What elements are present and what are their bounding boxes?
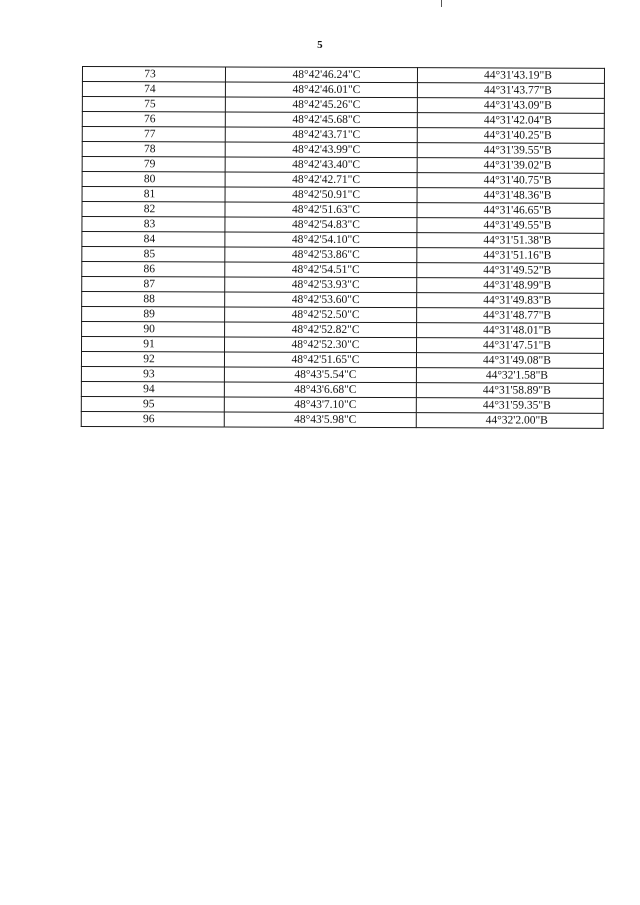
latitude-cell-text: 48°42'43.40"С <box>292 158 361 171</box>
latitude-cell <box>225 307 417 323</box>
point-number-cell <box>82 292 225 307</box>
latitude-cell <box>225 232 417 248</box>
point-number-cell <box>82 172 225 187</box>
point-number-cell <box>82 247 225 262</box>
longitude-cell-text: 44°31'48.36"В <box>483 188 552 202</box>
latitude-cell <box>225 112 417 128</box>
point-number-cell <box>81 381 224 396</box>
point-number-cell <box>82 67 225 82</box>
point-number-cell <box>82 307 225 322</box>
longitude-cell <box>417 113 604 129</box>
longitude-cell-text: 44°31'43.09"В <box>483 98 552 112</box>
point-number-cell-text: 84 <box>143 232 156 245</box>
latitude-cell-text: 48°42'46.24"С <box>292 68 361 81</box>
point-number-cell <box>82 127 225 142</box>
longitude-cell-text: 44°31'59.35"В <box>482 398 551 412</box>
longitude-cell-text: 44°31'40.75"В <box>483 173 552 187</box>
latitude-cell <box>224 412 416 428</box>
longitude-cell-text: 44°31'39.02"В <box>483 158 552 172</box>
longitude-cell <box>416 353 603 369</box>
latitude-cell-text: 48°42'51.65"С <box>291 353 360 366</box>
longitude-cell-text: 44°32'1.58"В <box>485 368 549 382</box>
point-number-cell <box>82 97 225 112</box>
longitude-cell-text: 44°31'51.38"В <box>483 233 552 247</box>
point-number-cell-text: 93 <box>143 367 155 380</box>
latitude-cell <box>225 322 417 338</box>
latitude-cell-text: 48°42'45.68"С <box>292 113 361 126</box>
longitude-cell <box>417 233 604 249</box>
latitude-cell <box>225 142 417 158</box>
latitude-cell <box>225 247 417 263</box>
point-number-cell-text: 73 <box>144 67 156 80</box>
latitude-cell <box>225 217 417 233</box>
longitude-cell-text: 44°31'49.52"В <box>483 263 552 277</box>
point-number-cell-text: 76 <box>144 112 156 125</box>
point-number-cell <box>82 187 225 202</box>
longitude-cell-text: 44°31'39.55"В <box>483 143 552 157</box>
coordinates-table <box>81 66 605 429</box>
point-number-cell-text: 88 <box>143 292 155 305</box>
table-row <box>81 411 603 428</box>
latitude-cell-text: 48°42'43.99"С <box>292 143 361 156</box>
longitude-cell <box>417 143 604 159</box>
latitude-cell-text: 48°42'53.60"С <box>291 293 360 306</box>
longitude-cell <box>417 173 604 189</box>
latitude-cell-text: 48°42'54.51"С <box>291 263 360 276</box>
latitude-cell <box>225 97 417 113</box>
point-number-cell-text: 94 <box>143 382 155 395</box>
point-number-cell-text: 77 <box>143 127 156 140</box>
longitude-cell-text: 44°31'48.99"В <box>483 278 552 292</box>
latitude-cell-text: 48°42'52.30"С <box>291 338 360 351</box>
longitude-cell-text: 44°31'40.25"В <box>483 128 552 142</box>
longitude-cell-text: 44°31'43.19"В <box>483 68 552 82</box>
latitude-cell-text: 48°42'54.83"С <box>291 218 360 231</box>
latitude-cell-text: 48°43'5.54"С <box>294 368 357 381</box>
longitude-cell <box>417 338 604 354</box>
longitude-cell <box>417 83 604 99</box>
page-number: 5 <box>317 39 323 51</box>
longitude-cell-text: 44°31'43.77"В <box>483 83 552 97</box>
point-number-cell-text: 95 <box>143 397 155 410</box>
point-number-cell-text: 91 <box>143 337 155 350</box>
latitude-cell-text: 48°43'7.10"С <box>294 398 357 411</box>
latitude-cell <box>225 172 417 188</box>
point-number-cell-text: 78 <box>143 142 156 155</box>
longitude-cell <box>416 413 603 429</box>
latitude-cell <box>225 67 417 83</box>
longitude-cell <box>417 323 604 339</box>
point-number-cell-text: 85 <box>143 247 156 260</box>
point-number-cell <box>81 352 224 367</box>
latitude-cell <box>224 397 416 413</box>
latitude-cell-text: 48°42'50.91"С <box>292 188 361 201</box>
point-number-cell <box>82 157 225 172</box>
point-number-cell-text: 82 <box>143 202 156 215</box>
latitude-cell-text: 48°42'52.82"С <box>291 323 360 336</box>
point-number-cell-text: 86 <box>143 262 156 275</box>
scan-artifact-mark <box>441 0 442 7</box>
longitude-cell <box>417 218 604 234</box>
longitude-cell <box>417 128 604 144</box>
point-number-cell-text: 80 <box>143 172 156 185</box>
point-number-cell <box>82 142 225 157</box>
point-number-cell-text: 83 <box>143 217 156 230</box>
point-number-cell-text: 87 <box>143 277 156 290</box>
latitude-cell <box>225 157 417 173</box>
point-number-cell <box>82 322 225 337</box>
latitude-cell <box>225 262 417 278</box>
coordinates-table-body <box>81 67 604 429</box>
latitude-cell-text: 48°42'52.50"С <box>291 308 360 321</box>
latitude-cell-text: 48°42'43.71"С <box>292 128 361 141</box>
longitude-cell <box>417 248 604 264</box>
latitude-cell-text: 48°42'53.93"С <box>291 278 360 291</box>
latitude-cell <box>224 367 416 383</box>
longitude-cell <box>416 368 603 384</box>
longitude-cell <box>417 188 604 204</box>
point-number-cell <box>81 396 224 411</box>
longitude-cell <box>417 98 604 114</box>
point-number-cell <box>82 202 225 217</box>
point-number-cell <box>82 277 225 292</box>
point-number-cell-text: 92 <box>143 352 155 365</box>
latitude-cell-text: 48°43'6.68"С <box>294 383 357 396</box>
latitude-cell-text: 48°42'45.26"С <box>292 98 361 111</box>
latitude-cell-text: 48°42'51.63"С <box>292 203 360 216</box>
latitude-cell <box>224 352 416 368</box>
longitude-cell-text: 44°31'49.55"В <box>483 218 552 232</box>
latitude-cell <box>224 382 416 398</box>
longitude-cell-text: 44°31'58.89"В <box>482 383 551 397</box>
latitude-cell <box>225 127 417 143</box>
longitude-cell-text: 44°31'51.16"В <box>483 248 552 262</box>
longitude-cell-text: 44°31'48.77"В <box>483 308 552 322</box>
longitude-cell-text: 44°31'48.01"В <box>483 323 552 337</box>
point-number-cell-text: 96 <box>142 412 155 425</box>
point-number-cell-text: 79 <box>143 157 156 170</box>
longitude-cell <box>416 398 603 414</box>
latitude-cell <box>225 337 417 353</box>
point-number-cell-text: 81 <box>143 187 156 200</box>
longitude-cell <box>417 68 604 84</box>
longitude-cell <box>417 263 604 279</box>
point-number-cell <box>82 232 225 247</box>
longitude-cell-text: 44°31'49.08"В <box>482 353 551 367</box>
longitude-cell-text: 44°31'49.83"В <box>483 293 552 307</box>
point-number-cell-text: 89 <box>143 307 155 320</box>
point-number-cell-text: 90 <box>143 322 155 335</box>
longitude-cell <box>417 293 604 309</box>
longitude-cell-text: 44°31'46.65"В <box>483 203 552 217</box>
latitude-cell <box>225 82 417 98</box>
point-number-cell <box>82 337 225 352</box>
latitude-cell-text: 48°42'46.01"С <box>292 83 361 96</box>
latitude-cell-text: 48°42'42.71"С <box>292 173 361 186</box>
longitude-cell <box>417 203 604 219</box>
latitude-cell <box>225 202 417 218</box>
longitude-cell <box>417 278 604 294</box>
latitude-cell-text: 48°42'54.10"С <box>291 233 360 246</box>
longitude-cell-text: 44°31'42.04"В <box>483 113 552 127</box>
point-number-cell-text: 75 <box>144 97 156 110</box>
latitude-cell <box>225 277 417 293</box>
longitude-cell-text: 44°31'47.51"В <box>483 338 552 352</box>
latitude-cell <box>225 187 417 203</box>
latitude-cell-text: 48°43'5.98"С <box>294 413 357 426</box>
point-number-cell <box>82 217 225 232</box>
longitude-cell <box>417 158 604 174</box>
latitude-cell <box>225 292 417 308</box>
point-number-cell <box>82 262 225 277</box>
longitude-cell <box>416 383 603 399</box>
point-number-cell <box>81 366 224 381</box>
longitude-cell <box>417 308 604 324</box>
point-number-cell <box>81 411 224 426</box>
point-number-cell <box>82 112 225 127</box>
point-number-cell-text: 74 <box>144 82 156 95</box>
latitude-cell-text: 48°42'53.86"С <box>291 248 360 261</box>
point-number-cell <box>82 82 225 97</box>
longitude-cell-text: 44°32'2.00"В <box>485 413 548 427</box>
